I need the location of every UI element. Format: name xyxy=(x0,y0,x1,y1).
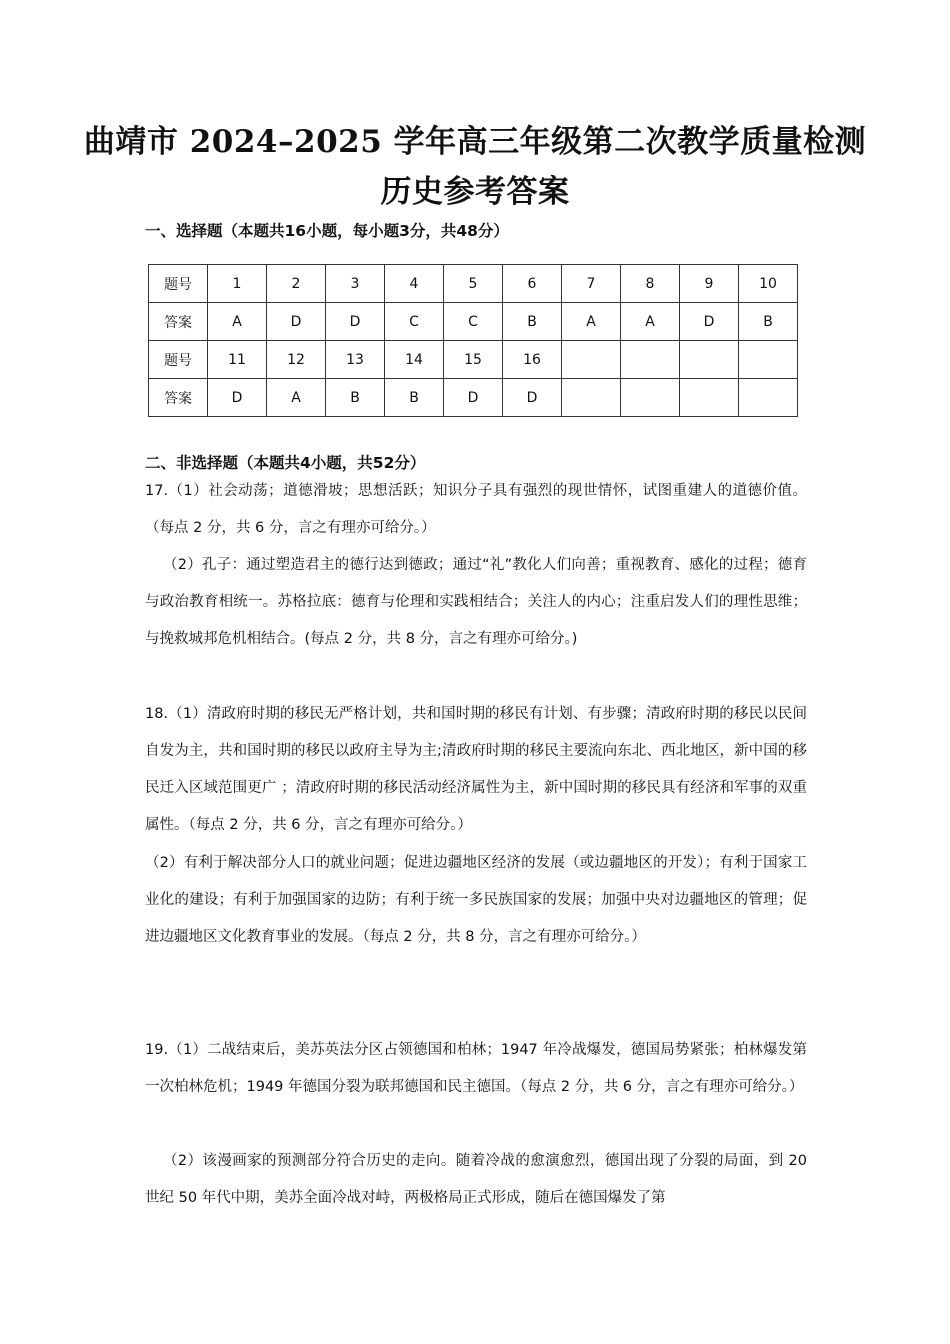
table-cell: 3 xyxy=(326,265,385,303)
table-cell: 16 xyxy=(503,341,562,379)
table-cell xyxy=(621,379,680,417)
table-cell: C xyxy=(444,303,503,341)
table-cell-label: 题号 xyxy=(149,265,208,303)
table-cell: 8 xyxy=(621,265,680,303)
q19-part1: 19.（1）二战结束后，美苏英法分区占领德国和柏林；1947 年冷战爆发，德国局势紧张；柏林爆发第一次柏林危机；1949 年德国分裂为联邦德国和民主德国。（每点 2 分，共 6 分，言之有理亦可给分。） xyxy=(145,1042,807,1095)
table-cell: 1 xyxy=(208,265,267,303)
page-subtitle: 历史参考答案 xyxy=(380,174,570,210)
table-cell: A xyxy=(208,303,267,341)
table-cell: D xyxy=(326,303,385,341)
q17-part2: （2）孔子：通过塑造君主的德行达到德政；通过“礼”教化人们向善；重视教育、感化的过程；德育与政治教育相统一。苏格拉底：德育与伦理和实践相结合；关注人的内心；注重启发人们的理性思维；与挽救城邦危机相结合。(每点 2 分，共 8 分，言之有理亦可给分。) xyxy=(145,557,807,647)
table-cell: B xyxy=(503,303,562,341)
table-cell: 4 xyxy=(385,265,444,303)
table-cell xyxy=(621,341,680,379)
table-cell: D xyxy=(444,379,503,417)
table-cell: 12 xyxy=(267,341,326,379)
table-cell: C xyxy=(385,303,444,341)
table-cell: B xyxy=(385,379,444,417)
q19-part2: （2）该漫画家的预测部分符合历史的走向。随着冷战的愈演愈烈，德国出现了分裂的局面，到 20 世纪 50 年代中期，美苏全面冷战对峙，两极格局正式形成，随后在德国爆发了第 xyxy=(145,1153,807,1206)
table-cell: D xyxy=(680,303,739,341)
table-row xyxy=(149,303,798,341)
table-cell: D xyxy=(267,303,326,341)
table-row xyxy=(149,341,798,379)
table-cell xyxy=(739,341,798,379)
table-cell xyxy=(739,379,798,417)
table-cell: A xyxy=(267,379,326,417)
table-cell-label: 题号 xyxy=(149,341,208,379)
section-heading-choice: 一、选择题（本题共16小题，每小题3分，共48分） xyxy=(145,222,509,240)
table-cell: 9 xyxy=(680,265,739,303)
table-cell: D xyxy=(208,379,267,417)
table-cell: B xyxy=(739,303,798,341)
table-cell: 10 xyxy=(739,265,798,303)
table-cell xyxy=(562,341,621,379)
table-cell xyxy=(562,379,621,417)
q18-part1: 18.（1）清政府时期的移民无严格计划，共和国时期的移民有计划、有步骤；清政府时期的移民以民间自发为主，共和国时期的移民以政府主导为主;清政府时期的移民主要流向东北、西北地区，新中国的移民迁入区域范围更广 ；清政府时期的移民活动经济属性为主，新中国时期的移民具有经济和军事的双重属性。（每点 2 分，共 6 分，言之有理亦可给分。） xyxy=(145,706,807,833)
answer-table xyxy=(148,264,798,417)
page-title: 曲靖市 2024–2025 学年高三年级第二次教学质量检测 xyxy=(83,124,867,160)
q17-part1: 17.（1）社会动荡；道德滑坡；思想活跃；知识分子具有强烈的现世情怀，试图重建人的道德价值。（每点 2 分，共 6 分，言之有理亦可给分。） xyxy=(145,483,808,536)
q18-part2: （2）有利于解决部分人口的就业问题；促进边疆地区经济的发展（或边疆地区的开发）；有利于国家工业化的建设；有利于加强国家的边防；有利于统一多民族国家的发展；加强中央对边疆地区的管理；促进边疆地区文化教育事业的发展。（每点 2 分，共 8 分，言之有理亦可给分。） xyxy=(145,855,807,945)
table-cell: 13 xyxy=(326,341,385,379)
table-cell xyxy=(680,341,739,379)
table-cell: A xyxy=(562,303,621,341)
table-cell: 6 xyxy=(503,265,562,303)
table-cell-label: 答案 xyxy=(149,379,208,417)
table-cell xyxy=(680,379,739,417)
section-heading-nonchoice: 二、非选择题（本题共4小题，共52分） xyxy=(145,454,426,472)
table-cell: 11 xyxy=(208,341,267,379)
table-cell: A xyxy=(621,303,680,341)
table-cell: 15 xyxy=(444,341,503,379)
table-cell: B xyxy=(326,379,385,417)
table-cell: 7 xyxy=(562,265,621,303)
table-cell-label: 答案 xyxy=(149,303,208,341)
table-cell: D xyxy=(503,379,562,417)
table-cell: 14 xyxy=(385,341,444,379)
table-row xyxy=(149,265,798,303)
table-cell: 5 xyxy=(444,265,503,303)
table-row xyxy=(149,379,798,417)
table-cell: 2 xyxy=(267,265,326,303)
